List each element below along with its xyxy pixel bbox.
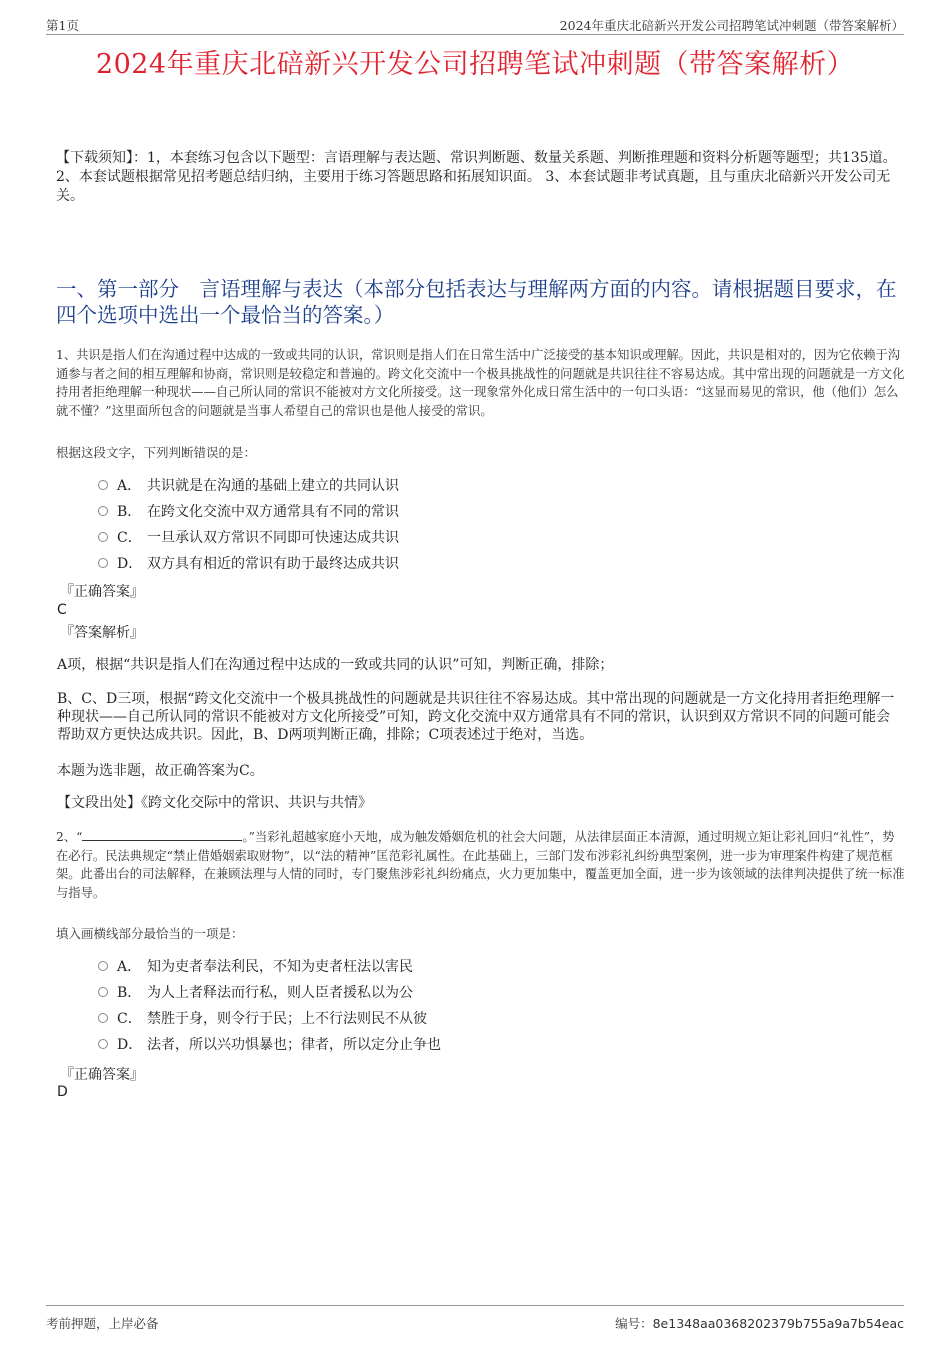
question-1-options (98, 473, 399, 577)
radio-icon[interactable] (98, 1039, 108, 1049)
download-notice: 【下载须知】：1，本套练习包含以下题型：言语理解与表达题、常识判断题、数量关系题、判断推理题和资料分析题等题型；共135道。 2、本套试题根据常见招考题总结归纳，主要用于练习答题思路和拓展知识面。 3、本套试题非考试真题，且与重庆北碚新兴开发公司无关。 (56, 150, 897, 204)
section-heading: 一、第一部分 言语理解与表达（本部分包括表达与理解两方面的内容。请根据题目要求，在四个选项中选出一个最恰当的答案。） (56, 277, 897, 327)
analysis-paragraph: 本题为选非题，故正确答案为C。 (57, 763, 264, 779)
source-citation: 【文段出处】《跨文化交际中的常识、共识与共情》 (57, 795, 372, 811)
page-header (46, 14, 904, 35)
option-b[interactable]: B． 在跨文化交流中双方通常具有不同的常识 (98, 499, 399, 525)
option-d[interactable]: D． 双方具有相近的常识有助于最终达成共识 (98, 551, 399, 577)
analysis-label: 『答案解析』 (60, 625, 144, 641)
fill-blank (82, 828, 242, 841)
question-2-options (98, 954, 441, 1058)
footer-slogan: 考前押题，上岸必备 (46, 1316, 159, 1331)
document-code: 编号：8e1348aa0368202379b755a9a7b54eac (615, 1316, 904, 1331)
radio-icon[interactable] (98, 480, 108, 490)
document-title: 2024年重庆北碚新兴开发公司招聘笔试冲刺题（带答案解析） (95, 49, 855, 80)
question-2-prompt: 填入画横线部分最恰当的一项是： (56, 926, 244, 941)
header-doc-title: 2024年重庆北碚新兴开发公司招聘笔试冲刺题（带答案解析） (559, 18, 904, 33)
radio-icon[interactable] (98, 506, 108, 516)
option-c[interactable]: C． 一旦承认双方常识不同即可快速达成共识 (98, 525, 399, 551)
option-b[interactable]: B． 为人上者释法而行私，则人臣者援私以为公 (98, 980, 441, 1006)
option-a[interactable]: A． 共识就是在沟通的基础上建立的共同认识 (98, 473, 399, 499)
radio-icon[interactable] (98, 1013, 108, 1023)
question-1-prompt: 根据这段文字，下列判断错误的是： (56, 445, 257, 460)
option-d[interactable]: D． 法者，所以兴功惧暴也；律者，所以定分止争也 (98, 1032, 441, 1058)
question-1-text: 1、共识是指人们在沟通过程中达成的一致或共同的认识，常识则是指人们在日常生活中广泛接受的基本知识或理解。因此，共识是相对的，因为它依赖于沟通参与者之间的相互理解和协商，常识则是较稳定和普遍的。跨文化交流中一个极具挑战性的问题就是共识往往不容易达成。其中常出现的问题就是一方文化持用者拒绝理解一种现状——自己所认同的常识不能被对方文化所接受。这一现象常外化成日常生活中的一句口头语：“这显而易见的常识，他（他们）怎么就不懂？”这里面所包含的问题就是当事人希望自己的常识也是他人接受的常识。 (56, 348, 905, 418)
question-2-text: 2、“ 。”当彩礼超越家庭小天地，成为触发婚姻危机的社会大问题，从法律层面正本清源，通过明规立矩让彩礼回归“礼性”，势在必行。民法典规定“禁止借婚姻索取财物”，以“法的精神”匡范彩礼属性。在此基础上，三部门发布涉彩礼纠纷典型案例，进一步为审理案件构建了规范框架。此番出台的司法解释，在兼顾法理与人情的同时，专门聚焦涉彩礼纠纷痛点，火力更加集中，覆盖更加全面，进一步为该领域的法律判决提供了统一标准与指导。 (56, 830, 905, 900)
option-a[interactable]: A． 知为吏者奉法利民，不知为吏者枉法以害民 (98, 954, 441, 980)
radio-icon[interactable] (98, 558, 108, 568)
page-footer (46, 1305, 904, 1332)
answer-label: 『正确答案』 (60, 1067, 144, 1083)
analysis-paragraph: B、C、D三项，根据“跨文化交流中一个极具挑战性的问题就是共识往往不容易达成。其中常出现的问题就是一方文化持用者拒绝理解一种现状——自己所认同的常识不能被对方文化所接受”可知，跨文化交流中双方通常具有不同的常识，认识到双方常识不同的问题可能会帮助双方更快达成共识。因此，B、D两项判断正确，排除；C项表述过于绝对，当选。 (57, 691, 895, 743)
page-number: 第1页 (46, 18, 79, 33)
correct-answer: D (57, 1084, 68, 1100)
answer-label: 『正确答案』 (60, 584, 144, 600)
radio-icon[interactable] (98, 961, 108, 971)
analysis-paragraph: A项，根据“共识是指人们在沟通过程中达成的一致或共同的认识”可知，判断正确，排除； (57, 657, 614, 673)
radio-icon[interactable] (98, 987, 108, 997)
correct-answer: C (57, 602, 67, 618)
option-c[interactable]: C． 禁胜于身，则令行于民；上不行法则民不从彼 (98, 1006, 441, 1032)
radio-icon[interactable] (98, 532, 108, 542)
